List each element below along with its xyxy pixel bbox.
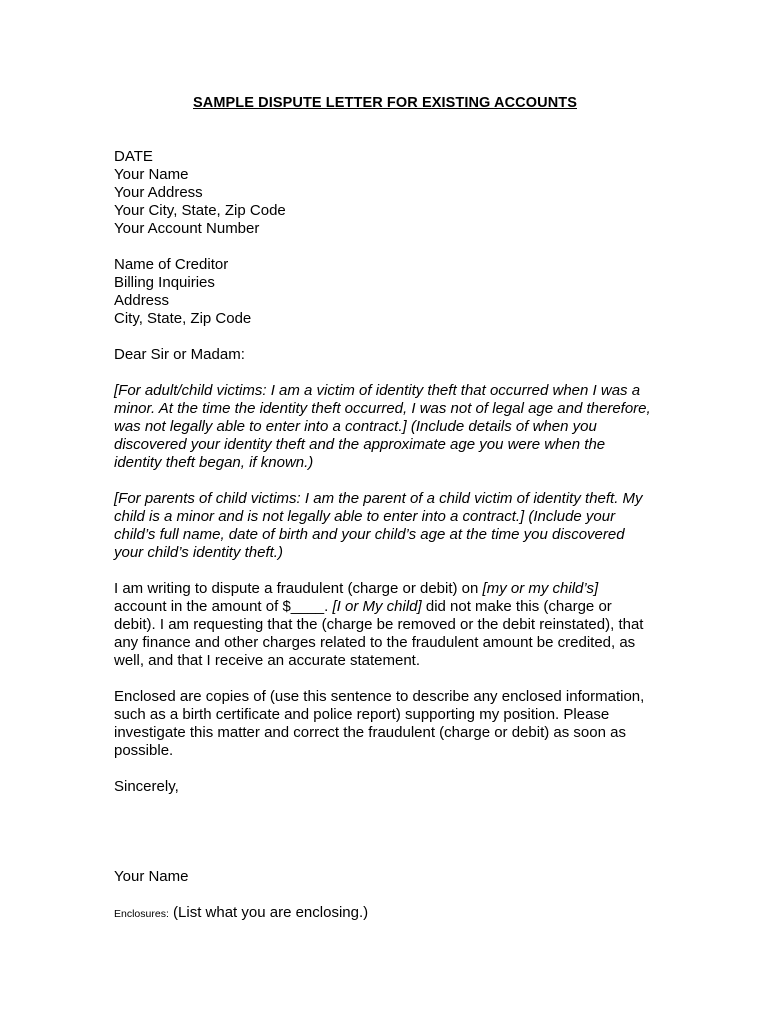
paragraph-line: [114, 598, 674, 616]
paragraph-line: well, and that I receive an accurate statement.: [114, 652, 420, 669]
text-run-italic: [my or my child’s]: [482, 580, 599, 597]
text-run: did not make this (charge or: [421, 598, 612, 615]
closing: Sincerely,: [114, 778, 179, 795]
enclosures-label: Enclosures:: [114, 908, 169, 920]
paragraph-line: minor. At the time the identity theft occurred, I was not of legal age and therefore,: [114, 400, 651, 417]
sender-address: Your Address: [114, 184, 203, 201]
enclosures-line: [114, 904, 674, 923]
paragraph-line: possible.: [114, 742, 174, 759]
paragraph-line: [For parents of child victims: I am the parent of a child victim of identity theft. My: [114, 490, 643, 507]
spacer: [114, 760, 674, 778]
spacer: [114, 472, 674, 490]
paragraph-dispute: [114, 580, 674, 670]
text-run: I am writing to dispute a fraudulent (charge or debit) on: [114, 580, 483, 597]
paragraph-line: Enclosed are copies of (use this sentence to describe any enclosed information,: [114, 688, 645, 705]
text-run-italic: [I or My child]: [332, 598, 422, 615]
text-run: account in the amount of $____.: [114, 598, 333, 615]
paragraph-adult-child-victims: [114, 382, 674, 472]
paragraph-line: identity theft began, if known.): [114, 454, 314, 471]
paragraph-line: such as a birth certificate and police report) supporting my position. Please: [114, 706, 610, 723]
paragraph-line: your child’s identity theft.): [114, 544, 283, 561]
sender-city-state-zip: Your City, State, Zip Code: [114, 202, 286, 219]
salutation: Dear Sir or Madam:: [114, 346, 245, 363]
spacer: [114, 364, 674, 382]
paragraph-line: child’s full name, date of birth and your child’s age at the time you discovered: [114, 526, 625, 543]
paragraph-line: investigate this matter and correct the fraudulent (charge or debit) as soon as: [114, 724, 626, 741]
spacer: [114, 238, 674, 256]
spacer: [114, 670, 674, 688]
recipient-creditor: Name of Creditor: [114, 256, 229, 273]
letter-body: [114, 148, 674, 923]
signature-name: Your Name: [114, 868, 189, 885]
letter-title: SAMPLE DISPUTE LETTER FOR EXISTING ACCOUNTS: [192, 95, 577, 111]
spacer: [114, 886, 674, 904]
paragraph-line: child is a minor and is not legally able to enter into a contract.] (Include your: [114, 508, 616, 525]
sender-date: DATE: [114, 148, 153, 165]
paragraph-line: was not legally able to enter into a contract.] (Include details of when you: [114, 418, 597, 435]
paragraph-enclosed: [114, 688, 674, 760]
paragraph-parents-of-child-victims: [114, 490, 674, 562]
recipient-block: [114, 256, 674, 328]
recipient-department: Billing Inquiries: [114, 274, 215, 291]
spacer: [114, 562, 674, 580]
recipient-address: Address: [114, 292, 170, 309]
sender-block: [114, 148, 674, 238]
paragraph-line: [114, 580, 674, 598]
sender-account-number: Your Account Number: [114, 220, 260, 237]
spacer: [114, 328, 674, 346]
paragraph-line: [For adult/child victims: I am a victim of identity theft that occurred when I was a: [114, 382, 641, 399]
paragraph-line: debit). I am requesting that the (charge be removed or the debit reinstated), that: [114, 616, 644, 633]
paragraph-line: any finance and other charges related to the fraudulent amount be credited, as: [114, 634, 636, 651]
enclosures-text: (List what you are enclosing.): [173, 904, 369, 921]
signature-space: [114, 796, 674, 868]
sender-name: Your Name: [114, 166, 189, 183]
recipient-city-state-zip: City, State, Zip Code: [114, 310, 252, 327]
paragraph-line: discovered your identity theft and the approximate age you were when the: [114, 436, 606, 453]
